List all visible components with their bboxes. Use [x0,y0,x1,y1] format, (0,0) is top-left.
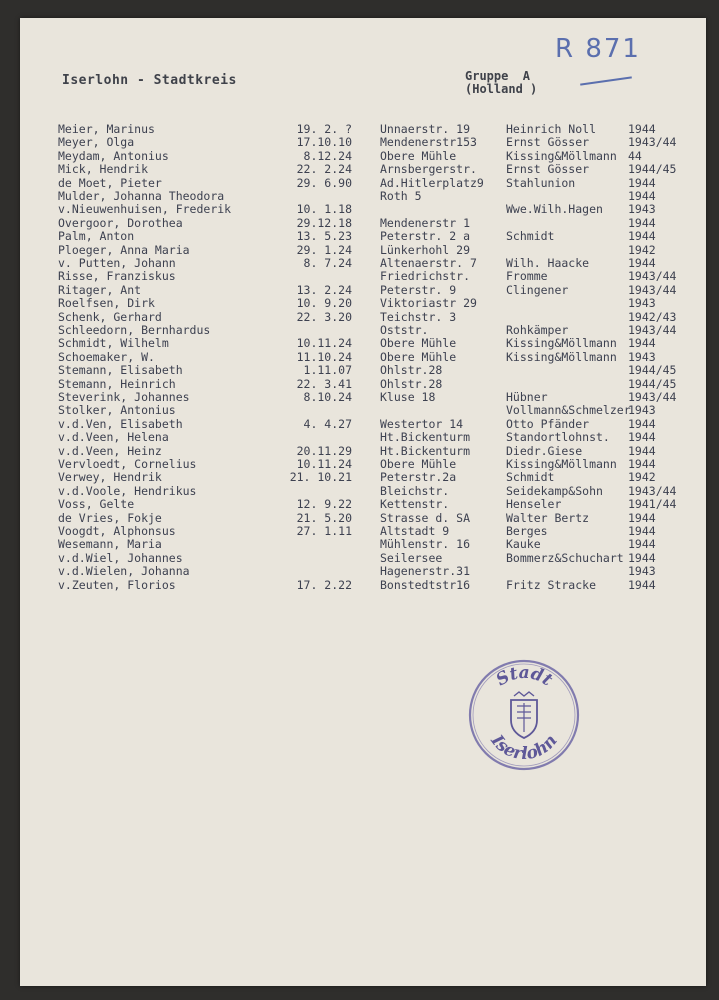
register-row [20,578,706,592]
employer-name: Kissing&Möllmann [506,457,617,471]
register-row [20,470,706,484]
register-row [20,336,706,350]
year-range: 1943 [628,403,656,418]
employer-name: Seidekamp&Sohn [506,483,603,498]
employer-name: Standortlohnst. [506,430,610,445]
year-range: 1943/44 [628,269,677,284]
register-row [20,564,706,578]
birth-date: 11.10.24 [296,349,352,364]
year-range: 1944 [628,229,656,244]
street-address: Kettenstr. [380,497,450,512]
person-name: Meier, Marinus [58,122,155,136]
year-range: 1944 [628,189,656,203]
year-range: 1944 [628,416,656,431]
street-address: Unnaerstr. 19 [380,122,471,136]
register-row [20,296,706,310]
year-range: 1943 [628,564,656,579]
person-name: v.d.Wiel, Johannes [58,550,183,565]
birth-date: 10.11.24 [296,457,352,471]
register-row [20,269,706,283]
street-address: Bonstedtstr16 [380,577,471,592]
street-address: Altstadt 9 [380,524,450,538]
employer-name: Berges [506,524,548,538]
birth-date: 12. 9.22 [296,497,352,512]
year-range: 1943/44 [628,282,677,297]
person-name: Roelfsen, Dirk [58,296,155,311]
street-address: Ohlstr.28 [380,376,443,391]
year-range: 1944 [628,430,656,445]
register-row [20,511,706,525]
street-address: Strasse d. SA [380,510,471,525]
person-name: Meydam, Antonius [58,148,169,163]
street-address: Arnsbergerstr. [380,162,477,177]
street-address: Obere Mühle [380,457,457,471]
birth-date: 22. 2.24 [296,162,352,177]
employer-name: Walter Bertz [506,510,590,525]
year-range: 1943 [628,296,656,311]
person-name: v.d.Ven, Elisabeth [58,416,183,431]
register-row [20,122,706,136]
year-range: 1944 [628,457,656,471]
employer-name: Stahlunion [506,175,576,190]
person-name: v.Zeuten, Florios [58,577,176,592]
coat-of-arms-icon [511,692,537,738]
birth-date: 1.11.07 [303,363,352,378]
birth-date: 4. 4.27 [303,416,352,431]
employer-name: Fromme [506,269,548,284]
street-address: Ht.Bickenturm [380,430,471,445]
birth-date: 20.11.29 [296,443,352,458]
year-range: 1941/44 [628,497,677,512]
street-address: Mühlenstr. 16 [380,537,471,552]
year-range: 1944 [628,215,656,230]
employer-name: Kissing&Möllmann [506,336,617,351]
register-row [20,202,706,216]
year-range: 1944 [628,175,656,190]
street-address: Seilersee [380,550,443,565]
birth-date: 8. 7.24 [303,256,352,270]
birth-date: 17.10.10 [296,135,352,150]
year-range: 1943 [628,202,656,217]
register-row [20,417,706,431]
birth-date: 29.12.18 [296,215,352,230]
street-address: Mendenerstr153 [380,135,477,150]
birth-date: 13. 2.24 [296,282,352,297]
person-name: Voogdt, Alphonsus [58,524,176,538]
year-range: 1944 [628,443,656,458]
register-row [20,444,706,458]
year-range: 1942 [628,470,656,485]
register-row [20,189,706,203]
person-name: Verwey, Hendrik [58,470,162,485]
person-name: Vervloedt, Cornelius [58,457,197,471]
document-title: Iserlohn - Stadtkreis [62,73,237,88]
birth-date: 22. 3.41 [296,376,352,391]
person-name: Schleedorn, Bernhardus [58,323,211,337]
register-row [20,135,706,149]
person-name: v.d.Veen, Heinz [58,443,162,458]
employer-name: Henseler [506,497,562,512]
register-row [20,430,706,444]
street-address: Obere Mühle [380,349,457,364]
register-row [20,256,706,270]
birth-date: 10.11.24 [296,336,352,351]
employer-name: Ernst Gösser [506,162,590,177]
document-page [20,18,706,986]
archive-number: R 871 [555,34,641,64]
street-address: Westertor 14 [380,416,464,431]
year-range: 1943/44 [628,135,677,150]
employer-name: Schmidt [506,470,555,485]
employer-name: Wilh. Haacke [506,256,590,270]
street-address: Ad.Hitlerplatz9 [380,175,484,190]
employer-name: Fritz Stracke [506,577,597,592]
year-range: 1943 [628,349,656,364]
year-range: 1943/44 [628,483,677,498]
year-range: 1942/43 [628,309,677,324]
person-name: Meyer, Olga [58,135,135,150]
year-range: 1944 [628,256,656,270]
year-range: 1944 [628,537,656,552]
birth-date: 29. 6.90 [296,175,352,190]
group-line-1: Gruppe A [465,69,531,83]
year-range: 1944 [628,122,656,136]
birth-date: 10. 1.18 [296,202,352,217]
year-range: 1943/44 [628,390,677,404]
register-row [20,457,706,471]
birth-date: 29. 1.24 [296,242,352,257]
year-range: 1944 [628,510,656,525]
year-range: 1944 [628,577,656,592]
street-address: Teichstr. 3 [380,309,457,324]
birth-date: 21. 10.21 [289,470,352,485]
register-row [20,216,706,230]
street-address: Peterstr.2a [380,470,457,485]
year-range: 44 [628,148,642,163]
street-address: Obere Mühle [380,148,457,163]
employer-name: Schmidt [506,229,555,244]
archive-underline [580,76,632,85]
person-name: Risse, Franziskus [58,269,176,284]
register-row [20,243,706,257]
city-seal-stamp [467,658,581,772]
year-range: 1942 [628,242,656,257]
street-address: Oststr. [380,323,429,337]
street-address: Obere Mühle [380,336,457,351]
person-name: Steverink, Johannes [58,390,190,404]
street-address: Viktoriastr 29 [380,296,477,311]
person-name: v.d.Veen, Helena [58,430,169,445]
birth-date: 22. 3.20 [296,309,352,324]
employer-name: Kissing&Möllmann [506,349,617,364]
year-range: 1944 [628,524,656,538]
person-name: de Moet, Pieter [58,175,162,190]
employer-name: Kauke [506,537,541,552]
person-name: Mulder, Johanna Theodora [58,189,225,203]
person-name: Ritager, Ant [58,282,142,297]
person-name: Stemann, Elisabeth [58,363,183,378]
register-row [20,229,706,243]
register-row [20,350,706,364]
person-name: Voss, Gelte [58,497,135,512]
person-name: Stolker, Antonius [58,403,176,418]
register-row [20,551,706,565]
birth-date: 8.10.24 [303,390,352,404]
street-address: Peterstr. 2 a [380,229,471,244]
birth-date: 27. 1.11 [296,524,352,538]
year-range: 1944/45 [628,162,677,177]
street-address: Kluse 18 [380,390,436,404]
register-row [20,390,706,404]
street-address: Ohlstr.28 [380,363,443,378]
register-row [20,403,706,417]
employer-name: Kissing&Möllmann [506,148,617,163]
register-row [20,323,706,337]
register-row [20,377,706,391]
register-row [20,149,706,163]
register-row [20,283,706,297]
group-line-2: (Holland ) [465,82,538,96]
person-name: Schenk, Gerhard [58,309,162,324]
employer-name: Diedr.Giese [506,443,583,458]
employer-name: Hübner [506,390,548,404]
register-row [20,363,706,377]
register-row [20,176,706,190]
year-range: 1944/45 [628,363,677,378]
street-address: Lünkerhohl 29 [380,242,471,257]
person-name: Ploeger, Anna Maria [58,242,190,257]
employer-name: Bommerz&Schuchart [506,550,624,565]
employer-name: Otto Pfänder [506,416,590,431]
person-name: Mick, Hendrik [58,162,149,177]
employer-name: Vollmann&Schmelzer [506,403,631,418]
person-name: Palm, Anton [58,229,135,244]
register-row [20,162,706,176]
year-range: 1944/45 [628,376,677,391]
year-range: 1944 [628,550,656,565]
birth-date: 10. 9.20 [296,296,352,311]
birth-date: 13. 5.23 [296,229,352,244]
street-address: Ht.Bickenturm [380,443,471,458]
person-name: Wesemann, Maria [58,537,162,552]
employer-name: Wwe.Wilh.Hagen [506,202,603,217]
year-range: 1944 [628,336,656,351]
street-address: Friedrichstr. [380,269,471,284]
year-range: 1943/44 [628,323,677,337]
stamp-bottom-text: Iserlohn [486,730,562,765]
register-row [20,484,706,498]
employer-name: Clingener [506,282,569,297]
street-address: Bleichstr. [380,483,450,498]
person-name: v.Nieuwenhuisen, Frederik [58,202,232,217]
person-name: v.d.Voole, Hendrikus [58,483,197,498]
street-address: Peterstr. 9 [380,282,457,297]
birth-date: 21. 5.20 [296,510,352,525]
person-name: v.d.Wielen, Johanna [58,564,190,579]
group-label [465,70,537,96]
register-row [20,524,706,538]
person-name: de Vries, Fokje [58,510,162,525]
employer-name: Ernst Gösser [506,135,590,150]
birth-date: 17. 2.22 [296,577,352,592]
street-address: Mendenerstr 1 [380,215,471,230]
person-name: Overgoor, Dorothea [58,215,183,230]
stamp-top-text: Stadt [492,662,556,691]
person-name: Schmidt, Wilhelm [58,336,169,351]
person-name: Schoemaker, W. [58,349,155,364]
street-address: Hagenerstr.31 [380,564,471,579]
person-name: Stemann, Heinrich [58,376,176,391]
register-row [20,537,706,551]
birth-date: 19. 2. ? [296,122,352,136]
person-name: v. Putten, Johann [58,256,176,270]
employer-name: Heinrich Noll [506,122,597,136]
street-address: Altenaerstr. 7 [380,256,477,270]
birth-date: 8.12.24 [303,148,352,163]
employer-name: Rohkämper [506,323,569,337]
street-address: Roth 5 [380,189,422,203]
register-row [20,310,706,324]
register-row [20,497,706,511]
